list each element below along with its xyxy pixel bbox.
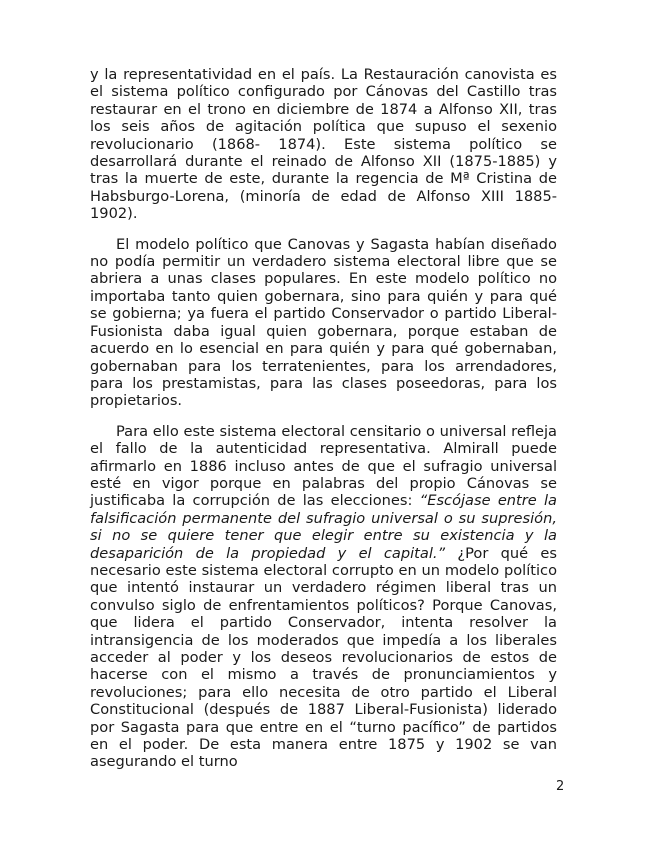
document-page <box>90 66 557 784</box>
paragraph-restauracion: y la representatividad en el país. La Restauración canovista es el sistema político configurado por Cánovas del Castillo tras restaurar en el trono en diciembre de 1874 a Alfonso XII, tras los seis años de agitación política que supuso el sexenio revolucionario (1868- 1874). Este sistema político se desarrollará durante el reinado de Alfonso XII (1875-1885) y tras la muerte de este, durante la regencia de Mª Cristina de Habsburgo-Lorena, (minoría de edad de Alfonso XIII 1885-1902). <box>90 66 557 223</box>
page-number: 2 <box>556 779 565 794</box>
paragraph-text-after-quote: ¿Por qué es necesario este sistema electoral corrupto en un modelo político que intentó instaurar un verdadero régimen liberal tras un convulso siglo de enfrentamientos políticos? Porque Canovas, que lidera el partido Conservador, intenta resolver la intransigencia de los moderados que impedía a los liberales acceder al poder y los deseos revolucionarios de estos de hacerse con el mismo a través de pronunciamientos y revoluciones; para ello necesita de otro partido el Liberal Constitucional (después de 1887 Liberal-Fusionista) liderado por Sagasta para que entre en el “turno pacífico” de partidos en el poder. De esta manera entre 1875 y 1902 se van asegurando el turno <box>90 544 557 771</box>
canovas-quote: “Escójase entre la falsificación permanente del sufragio universal o su supresión, si no se quiere tener que elegir entre su existencia y la desaparición de la propiedad y el capital.” <box>90 492 557 562</box>
paragraph-text-before-quote: Para ello este sistema electoral censitario o universal refleja el fallo de la autenticidad representativa. Almirall puede afirmarlo en 1886 incluso antes de que el sufragio universal esté en vigor porque en palabras del propio Cánovas se justificaba la corrupción de las elecciones: <box>90 422 557 510</box>
paragraph-sistema-electoral <box>90 423 557 771</box>
paragraph-modelo-politico: El modelo político que Canovas y Sagasta habían diseñado no podía permitir un verdadero sistema electoral libre que se abriera a unas clases populares. En este modelo político no importaba tanto quien gobernara, sino para quién y para qué se gobierna; ya fuera el partido Conservador o partido Liberal-Fusionista daba igual quien gobernara, porque estaban de acuerdo en lo esencial en para quién y para qué gobernaban, gobernaban para los terratenientes, para los arrendadores, para los prestamistas, para las clases poseedoras, para los propietarios. <box>90 235 557 410</box>
